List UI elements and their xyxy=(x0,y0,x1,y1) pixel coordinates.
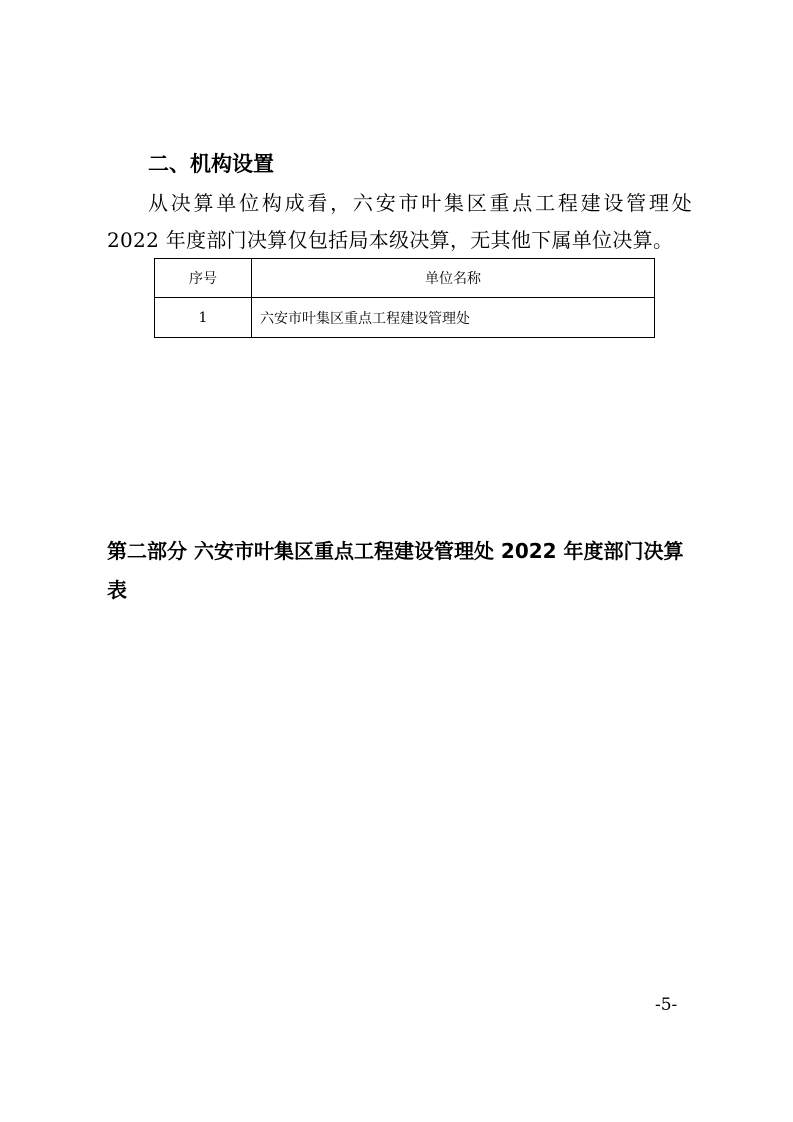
table-header-name: 单位名称 xyxy=(252,259,655,298)
table-header-no: 序号 xyxy=(155,259,252,298)
part-title: 第二部分 六安市叶集区重点工程建设管理处 2022 年度部门决算表 xyxy=(107,539,684,602)
section-heading: 二、机构设置 xyxy=(148,152,274,176)
organization-table xyxy=(154,258,655,338)
table-cell-no: 1 xyxy=(155,298,252,338)
table-row xyxy=(155,298,655,338)
section-paragraph: 从决算单位构成看，六安市叶集区重点工程建设管理处 2022 年度部门决算仅包括局本级决算，无其他下属单位决算。 xyxy=(107,191,692,252)
page-number: -5- xyxy=(655,995,678,1015)
table-header-row xyxy=(155,259,655,298)
table-cell-name: 六安市叶集区重点工程建设管理处 xyxy=(252,298,655,338)
